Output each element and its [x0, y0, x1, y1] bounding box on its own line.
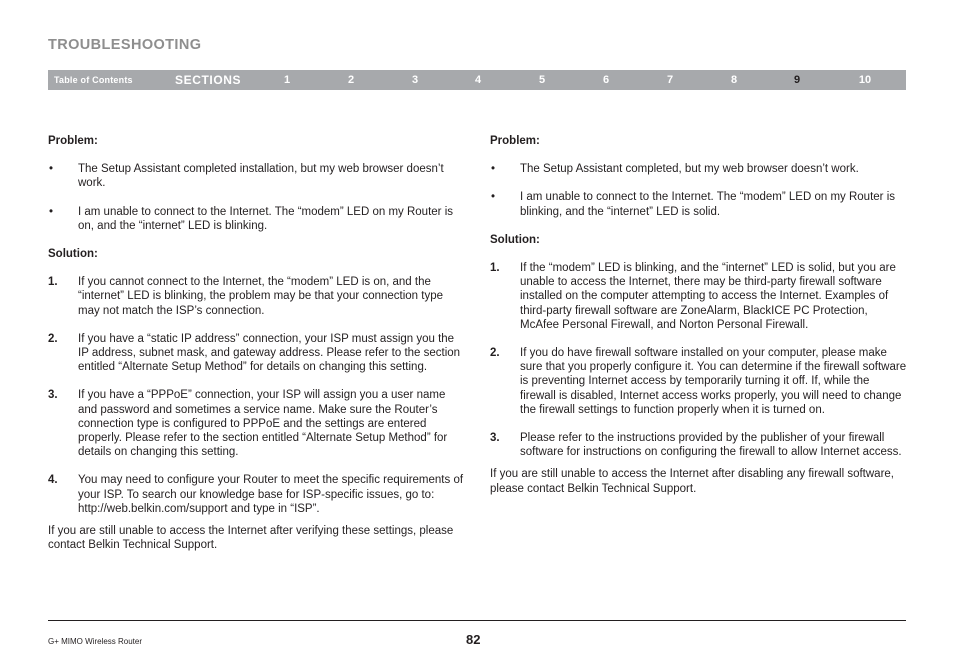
step-text: If you have a “static IP address” connection, your ISP must assign you the IP address, subnet mask, and gateway address. Please refer to the section entitled “Alternate Setup Method” for details on changing this setting. [78, 332, 461, 374]
solution-heading: Solution: [490, 233, 540, 246]
page-title: TROUBLESHOOTING [48, 37, 202, 53]
section-link-4[interactable]: 4 [474, 74, 482, 86]
problem-bullet [48, 205, 466, 233]
step-number: 3. [48, 389, 58, 402]
step-number: 1. [48, 276, 58, 289]
section-link-9[interactable]: 9 [793, 74, 801, 86]
bullet-icon: • [491, 191, 496, 204]
solution-step [490, 346, 908, 417]
closing-paragraph: If you are still unable to access the Internet after verifying these settings, please contact Belkin Technical Support. [48, 525, 454, 552]
sections-label: SECTIONS [175, 73, 242, 87]
bullet-text: I am unable to connect to the Internet. The “modem” LED on my Router is on, and the “internet” LED is blinking. [78, 205, 454, 232]
problem-bullet [48, 162, 466, 190]
solution-step [48, 275, 466, 318]
section-link-8[interactable]: 8 [730, 74, 738, 86]
step-number: 2. [490, 347, 500, 360]
left-column [48, 134, 466, 552]
step-text: If you cannot connect to the Internet, the “modem” LED is on, and the “internet” LED is blinking, the problem may be that your connection type may not match the ISP’s connection. [78, 276, 443, 317]
solution-step [490, 261, 908, 332]
step-text: Please refer to the instructions provided by the publisher of your firewall software for instructions on configuring the firewall to allow Internet access. [520, 432, 902, 459]
step-number: 1. [490, 262, 500, 275]
bullet-icon: • [49, 205, 54, 218]
section-link-7[interactable]: 7 [666, 74, 674, 86]
section-link-3[interactable]: 3 [411, 74, 419, 86]
section-link-2[interactable]: 2 [347, 74, 355, 86]
section-link-6[interactable]: 6 [602, 74, 610, 86]
bullet-text: The Setup Assistant completed, but my web browser doesn’t work. [520, 163, 859, 176]
section-link-10[interactable]: 10 [858, 74, 872, 86]
bullet-icon: • [49, 163, 54, 176]
section-link-1[interactable]: 1 [283, 74, 291, 86]
problem-bullet [490, 190, 908, 218]
section-link-5[interactable]: 5 [538, 74, 546, 86]
solution-step [48, 332, 466, 375]
problem-heading: Problem: [490, 135, 540, 147]
step-text: If you do have firewall software installed on your computer, please make sure that you properly configure it. You can determine if the firewall software is preventing Internet access by temporarily turning it off. If, while the firewall is disabled, Internet access works properly, you will need to change the firewall settings to function properly when it is turned on. [520, 347, 907, 416]
table-of-contents-link[interactable]: Table of Contents [54, 75, 133, 85]
solution-step [48, 388, 466, 459]
page-number: 82 [466, 632, 481, 647]
problem-heading: Problem: [48, 135, 98, 147]
footer-divider [48, 620, 906, 621]
right-column [490, 134, 908, 496]
bullet-icon: • [491, 163, 496, 176]
footer-product-name: G+ MIMO Wireless Router [48, 637, 143, 646]
section-nav-bar [48, 70, 906, 90]
step-text: If you have a “PPPoE” connection, your ISP will assign you a user name and password and sometimes a service name. Make sure the Router’s connection type is configured to PPPoE and the settings are entered properly. Please refer to the section entitled “Alternate Setup Method” for details on changing this setting. [78, 389, 448, 459]
solution-heading: Solution: [48, 248, 98, 261]
step-number: 2. [48, 332, 58, 345]
closing-paragraph: If you are still unable to access the Internet after disabling any firewall software, please contact Belkin Technical Support. [490, 468, 894, 495]
solution-step [48, 473, 466, 516]
solution-step [490, 431, 908, 459]
bullet-text: The Setup Assistant completed installation, but my web browser doesn’t work. [78, 163, 444, 190]
step-text: You may need to configure your Router to meet the specific requirements of your ISP. To search our knowledge base for ISP-specific issues, go to: http://web.belkin.com/support and type in “ISP”. [78, 474, 464, 515]
problem-bullet [490, 162, 908, 176]
step-number: 4. [48, 474, 58, 487]
step-number: 3. [490, 432, 500, 445]
step-text: If the “modem” LED is blinking, and the “internet” LED is solid, but you are unable to access the Internet, there may be third-party firewall software installed on the computer attempting to access the Internet. Examples of third-party firewall software are ZoneAlarm, BlackICE PC Protection, McAfee Personal Firewall, and Norton Personal Firewall. [520, 262, 896, 331]
bullet-text: I am unable to connect to the Internet. The “modem” LED on my Router is blinking, and the “internet” LED is solid. [520, 191, 896, 218]
